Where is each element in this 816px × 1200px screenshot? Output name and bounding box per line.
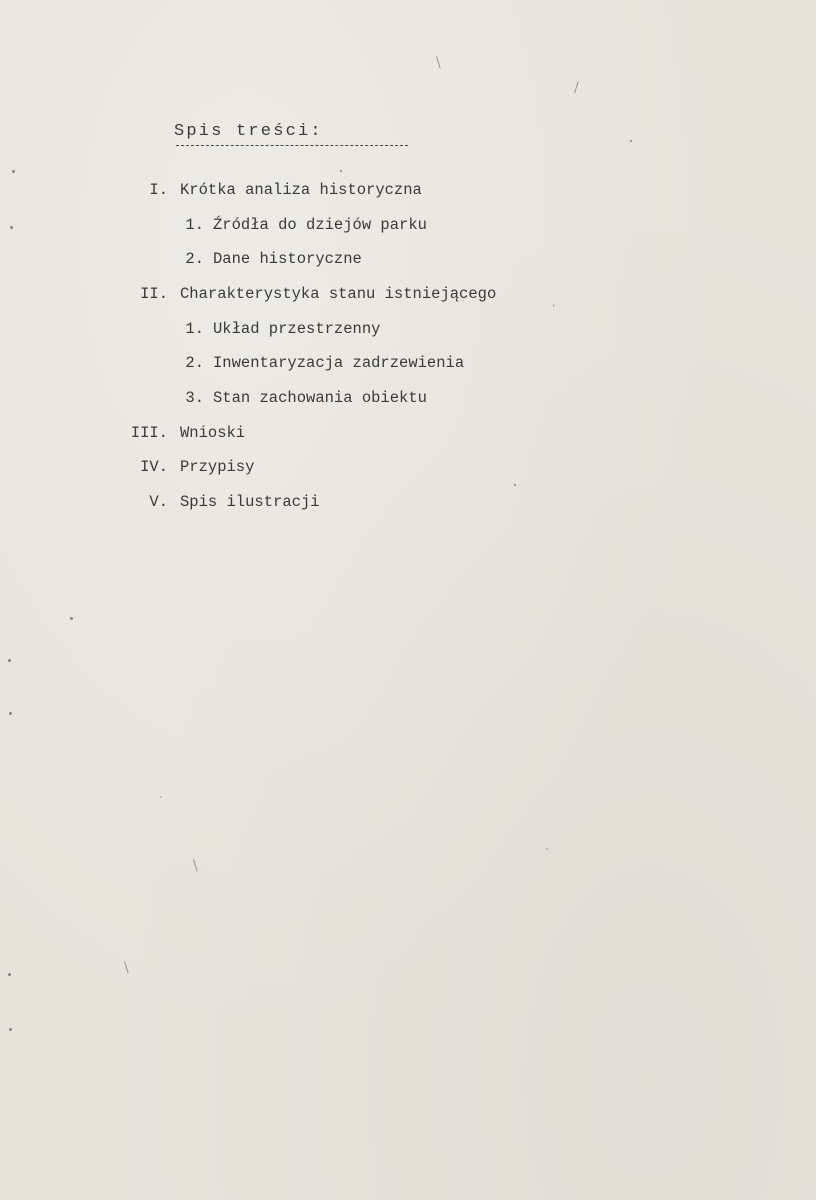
- paper-speck: [70, 617, 73, 620]
- paper-speck: [630, 140, 632, 142]
- paper-speck: [514, 484, 516, 486]
- paper-speck: [9, 1028, 12, 1031]
- toc-label: Dane historyczne: [213, 250, 362, 268]
- toc-number: IV.: [140, 458, 168, 476]
- toc-label: Spis ilustracji: [180, 493, 320, 511]
- toc-label: Układ przestrzenny: [213, 320, 381, 338]
- toc-label: Krótka analiza historyczna: [180, 181, 422, 199]
- toc-label: Źródła do dziejów parku: [213, 216, 427, 234]
- paper-scratch: /: [574, 80, 579, 96]
- page-title: [174, 122, 323, 141]
- paper-speck: [8, 973, 11, 976]
- paper-speck: [340, 170, 342, 172]
- paper-speck: [10, 226, 13, 229]
- toc-number: V.: [149, 493, 168, 511]
- toc-number: 1.: [185, 320, 204, 338]
- paper-speck: [160, 796, 162, 798]
- paper-speck: [9, 712, 12, 715]
- toc-number: 1.: [185, 216, 204, 234]
- paper-scratch: \: [193, 858, 198, 874]
- toc-number: 3.: [185, 389, 204, 407]
- toc-number: I.: [149, 181, 168, 199]
- toc-number: 2.: [185, 354, 204, 372]
- paper-speck: [8, 659, 11, 662]
- toc-number: II.: [140, 285, 168, 303]
- toc-label: Charakterystyka stanu istniejącego: [180, 285, 497, 303]
- toc-number: III.: [130, 424, 168, 442]
- paper-scratch: \: [124, 960, 129, 976]
- toc-label: Przypisy: [180, 458, 255, 476]
- paper-speck: [12, 170, 15, 173]
- paper-scratch: ,: [552, 296, 556, 309]
- title-text: Spis treści:: [174, 122, 323, 141]
- paper-speck: [546, 848, 548, 850]
- paper-scratch: \: [436, 55, 441, 71]
- toc-label: Wnioski: [180, 424, 246, 442]
- toc-number: 2.: [185, 250, 204, 268]
- toc-label: Stan zachowania obiektu: [213, 389, 427, 407]
- toc-label: Inwentaryzacja zadrzewienia: [213, 354, 465, 372]
- title-underline: [176, 145, 408, 146]
